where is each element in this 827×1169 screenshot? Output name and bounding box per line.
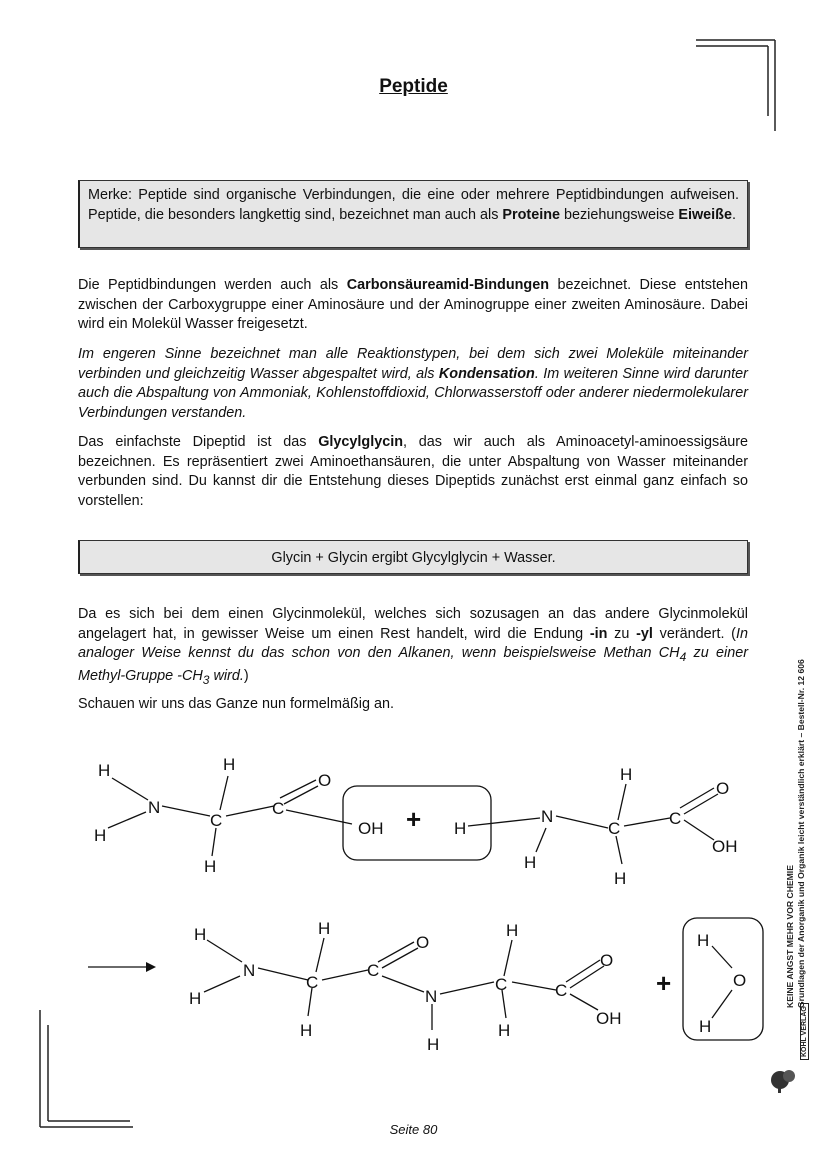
atom-c: C <box>272 799 285 818</box>
atom-h: H <box>300 1021 313 1040</box>
group-oh: OH <box>358 819 384 838</box>
para1-text-end: bezeichnet. Diese entstehen zwischen der Carboxygruppe einer Aminosäure und der Aminogruppe einer zweiten Aminosäure. Dabei wird ein Molekül Wasser freigesetzt. <box>78 277 748 332</box>
para3-bold: Glycylglycin <box>318 434 404 450</box>
atom-h: H <box>204 857 217 876</box>
atom-o: O <box>716 779 730 798</box>
atom-n: N <box>541 807 554 826</box>
atom-o: O <box>416 933 430 952</box>
para4-bold-yl: -yl <box>636 625 653 642</box>
atom-h: H <box>697 931 710 950</box>
atom-c: C <box>555 981 568 1000</box>
merke-text-end: . <box>731 207 736 223</box>
atom-o: O <box>600 951 614 970</box>
para2-text: Im engeren Sinne bezeichnet man alle Reaktionstypen, bei dem sich zwei Moleküle miteinander verbinden und gleichzeitig Wasser abgespaltet wird, als <box>78 346 748 382</box>
para4-bold-in: -in <box>589 625 608 642</box>
atom-c: C <box>306 973 319 992</box>
atom-c: C <box>495 975 508 994</box>
atom-n: N <box>243 961 256 980</box>
atom-o: O <box>733 971 747 990</box>
reaction-box: Glycin + Glycin ergibt Glycylglycin + Wasser. <box>78 540 748 574</box>
para4-close-paren: ) <box>243 668 249 685</box>
atom-h: H <box>620 765 633 784</box>
atom-n: N <box>148 798 161 817</box>
para4-text-zu: zu <box>607 625 637 642</box>
para4-italic-1: In analoger Weise kennst du das schon von den Alkanen, wenn beispielsweise Methan CH <box>78 625 748 661</box>
group-oh: OH <box>712 837 738 856</box>
paragraph-endung <box>78 605 748 691</box>
para4-italic-2: zu einer Methyl-Gruppe -CH <box>78 645 748 685</box>
atom-h: H <box>194 925 207 944</box>
para4-italic-3: wird. <box>209 668 244 685</box>
merke-text-mid: beziehungsweise <box>559 207 679 223</box>
sidebar-book-info <box>785 568 821 1008</box>
structural-formula <box>0 740 780 1060</box>
atom-c: C <box>210 811 223 830</box>
plus-sign: + <box>656 968 672 998</box>
atom-h: H <box>94 826 107 845</box>
page-title: Peptide <box>379 76 448 97</box>
page-number: Seite 80 <box>389 1122 438 1137</box>
para3-text-end: , das wir auch als Aminoacetyl-aminoessigsäure bezeichnen. Es repräsentiert zwei Aminoethansäuren, die unter Abspaltung von Wasser miteinander verbunden sind. Du kannst dir die Entstehung dieses Dipeptids zunächst erst einmal ganz einfach so vorstellen: <box>78 434 748 509</box>
merke-box <box>78 180 748 248</box>
atom-c: C <box>608 819 621 838</box>
publisher-logo-text: KOHL VERLAG <box>800 1003 809 1060</box>
paragraph-formelmaessig: Schauen wir uns das Ganze nun formelmäßig an. <box>78 696 394 712</box>
paragraph-glycylglycin <box>78 433 748 511</box>
paragraph-peptidbindungen <box>78 276 748 335</box>
para4-sub-4: 4 <box>679 649 687 664</box>
atom-h: H <box>699 1017 712 1036</box>
para2-text-end: . Im weiteren Sinne wird darunter auch die Abspaltung von Ammoniak, Kohlenstoffdioxid, Chlorwasserstoff oder anderer niedermolekularer Verbindungen verstanden. <box>78 365 748 421</box>
merke-bold-proteine: Proteine <box>502 207 560 223</box>
atom-n: N <box>425 987 438 1006</box>
atom-h: H <box>318 919 331 938</box>
para1-bold: Carbonsäureamid-Bindungen <box>346 277 550 293</box>
atom-h: H <box>189 989 202 1008</box>
merke-text: Merke: Peptide sind organische Verbindungen, die eine oder mehrere Peptidbindungen aufweisen. Peptide, die besonders langkettig sind, bezeichnet man auch als <box>88 187 739 223</box>
para2-bold: Kondensation <box>438 365 535 382</box>
para1-text: Die Peptidbindungen werden auch als <box>78 277 347 293</box>
atom-h: H <box>498 1021 511 1040</box>
paragraph-kondensation <box>78 345 748 423</box>
group-oh: OH <box>596 1009 622 1028</box>
atom-h: H <box>427 1035 440 1054</box>
para3-text: Das einfachste Dipeptid ist das <box>78 434 319 450</box>
para4-sub-3: 3 <box>202 673 210 688</box>
para4-text-paren: verändert. ( <box>652 625 736 642</box>
atom-h: H <box>506 921 519 940</box>
atom-o: O <box>318 771 332 790</box>
atom-c: C <box>367 961 380 980</box>
para4-text: Da es sich bei dem einen Glycinmolekül, welches sich sozusagen an das andere Glycinmolekül angelagert hat, in gewisser Weise um einen Rest handelt, wird die Endung <box>78 606 748 642</box>
merke-bold-eiweisse: Eiweiße <box>678 207 732 223</box>
atom-h: H <box>223 755 236 774</box>
atom-c: C <box>669 809 682 828</box>
atom-h: H <box>454 819 467 838</box>
atom-h: H <box>524 853 537 872</box>
atom-h: H <box>98 761 111 780</box>
atom-h: H <box>614 869 627 888</box>
plus-sign: + <box>406 804 422 834</box>
sidebar-series-title: KEINE ANGST MEHR VOR CHEMIE <box>785 865 795 1008</box>
publisher-logo-icon <box>768 1066 798 1094</box>
sidebar-subtitle-order: Grundlagen der Anorganik und Organik leicht verständlich erklärt – Bestell-Nr. 12 606 <box>796 659 806 1008</box>
